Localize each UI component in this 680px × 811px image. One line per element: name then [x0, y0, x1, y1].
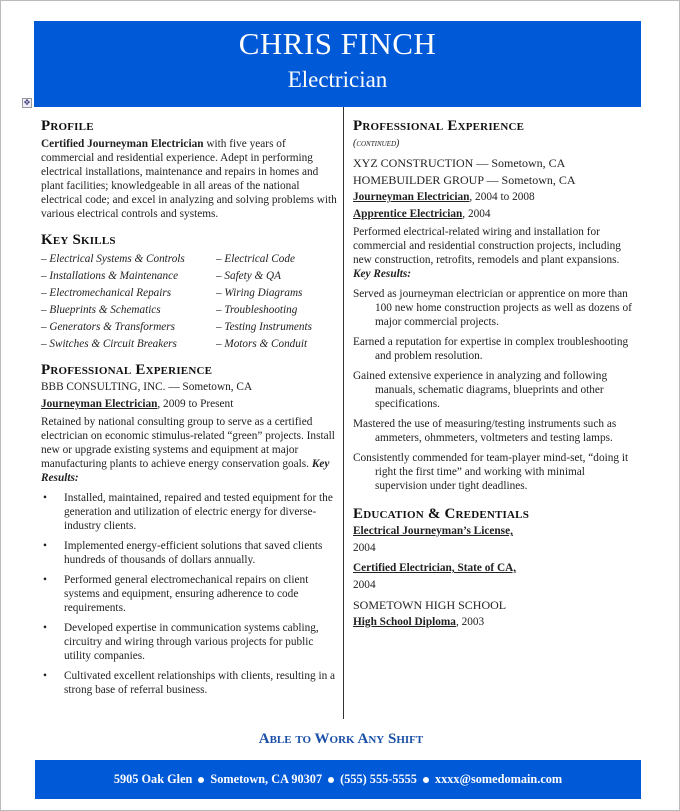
skills-list — [41, 251, 339, 353]
candidate-title: Electrician — [287, 67, 388, 92]
skill-item: – Wiring Diagrams — [216, 287, 303, 299]
list-item: Mastered the use of measuring/testing instruments such as ammeters, ohmmeters, voltmeters and testing lamps. — [353, 418, 617, 444]
job-description — [41, 415, 339, 485]
address: 5905 Oak Glen — [113, 772, 193, 786]
list-item: • Performed general electromechanical repairs on client systems and equipment, ensuring adherence to code requirements. — [41, 573, 339, 615]
key-results-label: Key Results: — [353, 268, 412, 280]
credential: Certified Electrician, State of CA, — [353, 562, 517, 574]
role-dates: , 2009 to Present — [157, 398, 234, 410]
list-item: • Installed, maintained, repaired and tested equipment for the generation and utilization of electric energy for diverse-industry clients. — [41, 491, 339, 533]
job-role — [353, 206, 638, 223]
company-name: HOMEBUILDER GROUP — Sometown, CA — [353, 173, 576, 187]
contact-bar — [35, 760, 641, 799]
left-column — [41, 117, 339, 703]
diploma — [353, 614, 638, 631]
continued-label: (continued) — [353, 138, 400, 149]
skill-item: – Safety & QA — [216, 270, 281, 282]
email[interactable]: xxxx@somedomain.com — [434, 772, 563, 786]
bullet-icon — [423, 777, 429, 783]
list-item: • Developed expertise in communication systems cabling, circuitry and wiring through various projects for public utility companies. — [41, 621, 339, 663]
skill-item: – Motors & Conduit — [216, 338, 308, 350]
skills-heading: Key Skills — [41, 232, 116, 248]
role-dates: , 2004 — [462, 208, 491, 220]
skill-item: – Electrical Systems & Controls — [41, 253, 185, 265]
description-text: Retained by national consulting group to serve as a certified electrician on economic stimulus-related “green” projects. Install new or upgrade existing systems and equipment at major manufacturing plants to achieve energy conservation goals. — [41, 416, 335, 470]
skill-item: – Installations & Maintenance — [41, 270, 179, 282]
description-text: Performed electrical-related wiring and installation for commercial and residential construction projects, including new construction, retrofits, remodels and plant expansions. — [353, 226, 621, 266]
school-name: SOMETOWN HIGH SCHOOL — [353, 598, 507, 612]
list-item: Consistently commended for team-player mind-set, “doing it right the first time” and working with minimal supervision under tight deadlines. — [353, 452, 629, 492]
list-item: Gained extensive experience in analyzing and following manuals, schematic diagrams, blueprints and other specifications. — [353, 370, 608, 410]
profile-text — [41, 137, 339, 221]
list-item: Earned a reputation for expertise in complex troubleshooting and problem resolution. — [353, 336, 629, 362]
role-title: Journeyman Electrician — [353, 191, 470, 203]
candidate-name: CHRIS FINCH — [238, 26, 437, 61]
role-dates: , 2004 to 2008 — [469, 191, 535, 203]
profile-heading: Profile — [41, 118, 94, 134]
diploma-title: High School Diploma — [353, 616, 456, 628]
education-heading: Education & Credentials — [353, 506, 530, 522]
table-move-handle-icon[interactable]: ✥ — [23, 98, 31, 107]
skill-item: – Electromechanical Repairs — [41, 287, 172, 299]
experience-heading: Professional Experience — [41, 362, 213, 378]
list-item: • Implemented energy-efficient solutions that saved clients hundreds of thousands of dollars annually. — [41, 539, 339, 567]
job-description — [353, 225, 638, 281]
skill-item: – Generators & Transformers — [41, 321, 175, 333]
job-role — [41, 396, 339, 413]
city: Sometown, CA 90307 — [210, 772, 323, 786]
bullet-icon — [198, 777, 204, 783]
resume-header — [34, 21, 641, 107]
phone: (555) 555-5555 — [340, 772, 417, 786]
list-item: • Cultivated excellent relationships with clients, resulting in a strong base of referral business. — [41, 669, 339, 697]
skill-item: – Troubleshooting — [216, 304, 298, 316]
tagline: Able to Work Any Shift — [258, 731, 424, 747]
skill-item: – Electrical Code — [216, 253, 295, 265]
credential-year: 2004 — [353, 579, 376, 591]
skill-item: – Blueprints & Schematics — [41, 304, 161, 316]
role-title: Apprentice Electrician — [353, 208, 463, 220]
bullet-icon — [328, 777, 334, 783]
experience-continued-heading: Professional Experience — [353, 118, 525, 134]
results-list — [41, 491, 339, 697]
column-divider — [343, 107, 344, 719]
key-results-label: Key Results: — [41, 458, 330, 484]
right-column — [353, 117, 638, 631]
list-item: Served as journeyman electrician or apprentice on more than 100 new home construction projects as well as dozens of major commercial projects. — [353, 288, 632, 328]
credential-year: 2004 — [353, 542, 376, 554]
skill-item: – Switches & Circuit Breakers — [41, 338, 177, 350]
profile-lead: Certified Journeyman Electrician — [41, 138, 204, 150]
company-name: BBB CONSULTING, INC. — Sometown, CA — [41, 381, 253, 393]
role-title: Journeyman Electrician — [41, 398, 158, 410]
job-role — [353, 189, 638, 206]
diploma-year: , 2003 — [455, 616, 485, 628]
company-name: XYZ CONSTRUCTION — Sometown, CA — [353, 156, 566, 170]
credential: Electrical Journeyman’s License, — [353, 525, 513, 537]
skill-item: – Testing Instruments — [216, 321, 312, 333]
profile-body: with five years of commercial and residential experience. Adept in performing electrical installations, maintenance and repairs in homes and plant facilities; knowledgeable in all areas of the national electrical code; and excel in analyzing and solving problems with various electrical controls and systems. — [41, 138, 337, 220]
